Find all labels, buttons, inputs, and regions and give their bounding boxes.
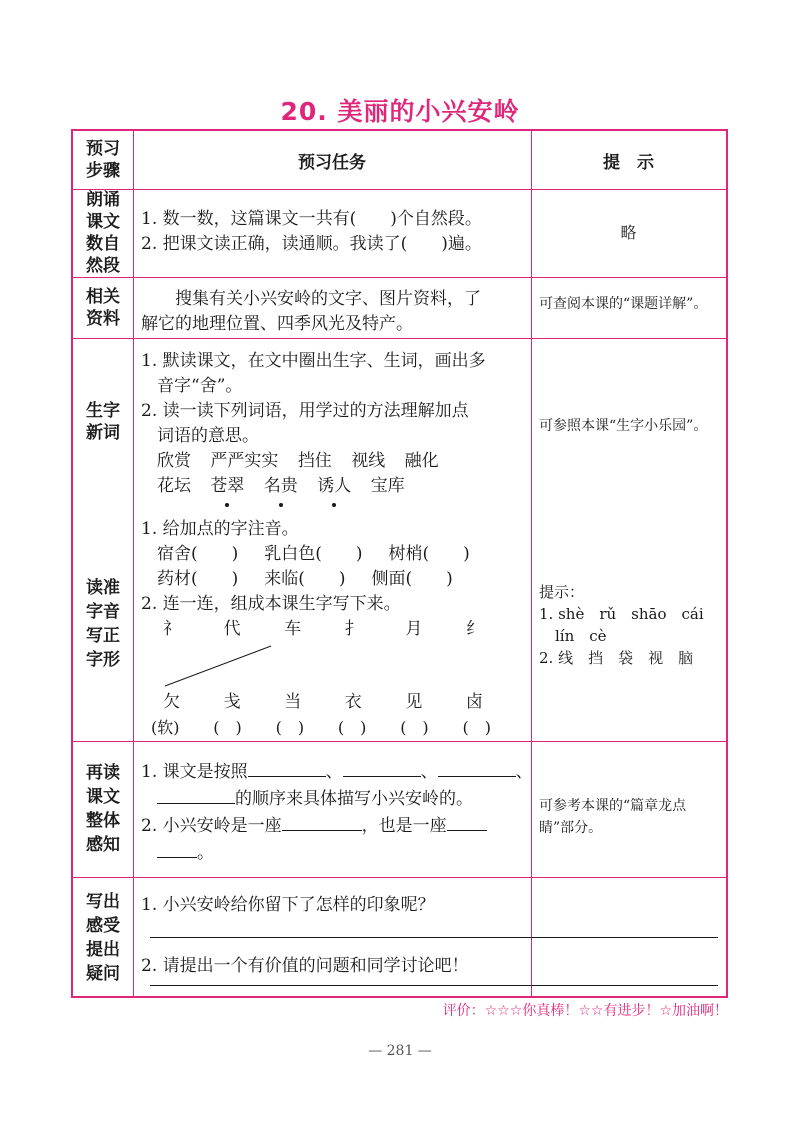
tip-read-aloud: 略 — [620, 223, 637, 242]
task-line: 搜集有关小兴安岭的文字、图片资料，了 — [175, 289, 481, 309]
word: 花坛 — [157, 476, 191, 496]
connection-line — [141, 642, 521, 690]
answer-slot: (软) — [151, 718, 180, 737]
stage-read-aloud — [73, 189, 133, 277]
word-list — [141, 449, 523, 474]
stage-label: 再读课文整体感知 — [86, 763, 120, 855]
task-line: 1. 默读课文，在文中圈出生字、生词，画出多 — [141, 351, 486, 371]
word: 宝库 — [370, 476, 405, 496]
phonetic-item: 乳白色( ) — [264, 544, 363, 564]
stage-label: 写出感受提出疑问 — [86, 891, 120, 984]
task-line: 词语的意思。 — [157, 426, 259, 446]
word-list — [141, 474, 523, 499]
tip-title: 提示： — [539, 583, 585, 601]
phonetic-item: 侧面( ) — [371, 569, 453, 589]
page-number: — 281 — — [368, 1043, 432, 1059]
task-line: 2. 读一读下列词语，用学过的方法理解加点 — [141, 401, 469, 421]
stage-new-words — [73, 338, 133, 506]
task-line: 1. 给加点的字注音。 — [141, 519, 299, 539]
tip-pronunciation — [531, 575, 726, 669]
radical: 戋 — [223, 692, 241, 712]
task-line — [141, 840, 523, 867]
radical: 衣 — [344, 692, 362, 712]
radical: 代 — [223, 619, 241, 639]
header-tip: 提 示 — [603, 152, 654, 173]
word-dotted: 苍翠 — [210, 474, 244, 499]
tip-line: lín cè — [555, 627, 607, 645]
task-line: 1. 数一数，这篇课文一共有( )个自然段。 — [141, 209, 482, 229]
task-line: 解它的地理位置、四季风光及特产。 — [141, 314, 413, 334]
phonetic-item: 来临( ) — [264, 569, 346, 589]
task-line: 音字“舍”。 — [157, 376, 243, 396]
word-dotted: 诱人 — [317, 474, 351, 499]
radical: 月 — [405, 619, 423, 639]
radical: 扌 — [344, 619, 362, 639]
fill-blank[interactable] — [248, 760, 326, 777]
answer-slot: ( ) — [213, 718, 242, 737]
fill-blank[interactable] — [282, 814, 362, 831]
radical: 纟 — [465, 619, 483, 639]
stage-label: 朗诵课文数自然段 — [86, 190, 120, 276]
answer-slot: ( ) — [337, 718, 367, 737]
task-line — [141, 813, 523, 840]
word: 挡住 — [297, 451, 332, 471]
tip-line: 2. 线 挡 袋 视 脑 — [539, 649, 694, 667]
task-line — [141, 759, 533, 786]
radical: 车 — [284, 619, 302, 639]
task-line: 1. 小兴安岭给你留下了怎样的印象呢？ — [141, 895, 435, 915]
tip-new-words: 可参照本课“生字小乐园”。 — [539, 418, 708, 434]
stage-reread — [73, 741, 133, 877]
task-line: 2. 请提出一个有价值的问题和同学讨论吧！ — [141, 956, 469, 976]
task-line: 2. 把课文读正确，读通顺。我读了( )遍。 — [141, 234, 482, 254]
word: 欣赏 — [157, 451, 191, 471]
fill-blank[interactable] — [343, 760, 421, 777]
task-pronunciation — [133, 511, 531, 740]
tip-reread: 可参考本课的“篇章龙点睛”部分。 — [539, 798, 687, 836]
answer-line[interactable] — [150, 985, 718, 986]
radicals-top — [157, 617, 483, 642]
radical: 礻 — [163, 619, 180, 639]
radical: 欠 — [163, 692, 180, 712]
word: 视线 — [351, 451, 386, 471]
answer-slot: ( ) — [400, 718, 429, 737]
stage-label: 相关资料 — [86, 286, 120, 329]
evaluation-footer: 评价：☆☆☆你真棒！☆☆有进步！☆加油啊！ — [442, 1003, 728, 1019]
answer-row — [151, 715, 491, 740]
separator: 、 — [515, 762, 533, 782]
phonetic-row — [141, 542, 523, 567]
header-task: 预习任务 — [298, 152, 366, 173]
tip-line: 1. shè rǔ shāo cái — [539, 605, 704, 623]
task-questions — [133, 887, 727, 979]
fill-blank[interactable] — [447, 814, 487, 831]
task-read-aloud — [133, 201, 531, 257]
separator: 、 — [420, 762, 438, 782]
word: 严严实实 — [210, 451, 279, 471]
radical: 见 — [405, 692, 423, 712]
task-new-words — [133, 343, 531, 499]
radical: 卤 — [465, 692, 483, 712]
phonetic-item: 树梢( ) — [388, 544, 470, 564]
phonetic-item: 药材( ) — [157, 569, 239, 589]
phonetic-row — [141, 567, 523, 592]
task-text: 2. 小兴安岭是一座 — [141, 816, 282, 836]
page-title: 20. 美丽的小兴安岭 — [280, 97, 520, 126]
tip-materials: 可查阅本课的“课题详解”。 — [539, 296, 708, 312]
fill-blank[interactable] — [157, 841, 197, 858]
separator: 、 — [325, 762, 343, 782]
header-stage-label: 预习步骤 — [86, 139, 120, 181]
task-line: 2. 连一连，组成本课生字写下来。 — [141, 594, 401, 614]
answer-line[interactable] — [150, 937, 718, 938]
stage-materials — [73, 277, 133, 338]
word-dotted: 名贵 — [264, 474, 298, 499]
fill-blank[interactable] — [438, 760, 516, 777]
radical: 当 — [284, 692, 302, 712]
phonetic-item: 宿舍( ) — [157, 544, 239, 564]
stage-label: 读准字音写正字形 — [86, 577, 120, 670]
task-reread — [133, 753, 531, 867]
answer-slot: ( ) — [275, 718, 305, 737]
task-text: 。 — [197, 843, 214, 863]
stage-questions — [73, 877, 133, 998]
stage-label: 生字新词 — [86, 401, 120, 443]
task-materials — [133, 281, 531, 337]
fill-blank[interactable] — [157, 787, 235, 804]
preview-table — [71, 129, 728, 998]
task-text: ，也是一座 — [361, 816, 447, 836]
word: 融化 — [404, 451, 439, 471]
answer-slot: ( ) — [462, 718, 491, 737]
task-line — [141, 786, 523, 813]
header-stage — [73, 131, 133, 189]
task-text: 1. 课文是按照 — [141, 762, 248, 782]
radicals-bottom — [157, 690, 483, 715]
task-text: 的顺序来具体描写小兴安岭的。 — [235, 789, 473, 809]
stage-pronunciation — [73, 506, 133, 741]
